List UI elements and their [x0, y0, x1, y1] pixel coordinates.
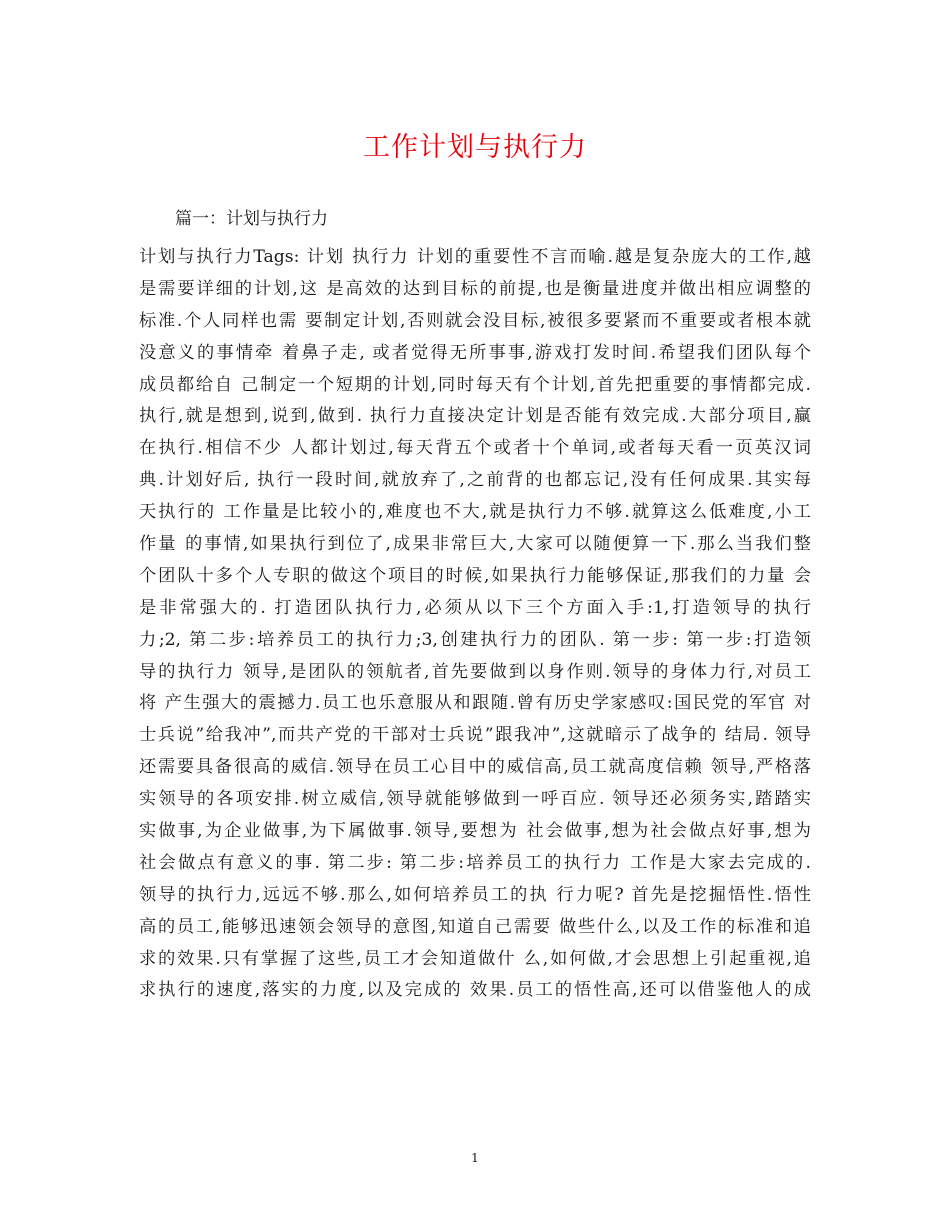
body-line: 没意义的事情牵 着鼻子走, 或者觉得无所事事,游戏打发时间.希望我们团队每个: [139, 342, 811, 363]
body-line: 高的员工,能够迅速领会领导的意图,知道自己需要 做些什么,以及工作的标准和追: [139, 916, 811, 937]
body-line: 领导的执行力,远远不够.那么,如何培养员工的执 行力呢? 首先是挖掘悟性.悟性: [139, 884, 811, 905]
body-line: 典.计划好后, 执行一段时间,就放弃了,之前背的也都忘记,没有任何成果.其实每: [139, 470, 811, 491]
body-line: 士兵说”给我冲”,而共产党的干部对士兵说”跟我冲”,这就暗示了战争的 结局. 领导: [139, 725, 811, 746]
body-line: 在执行.相信不少 人都计划过,每天背五个或者十个单词,或者每天看一页英汉词: [139, 438, 811, 459]
body-line: 作量 的事情,如果执行到位了,成果非常巨大,大家可以随便算一下.那么当我们整: [139, 534, 811, 555]
body-line: 是非常强大的. 打造团队执行力,必须从以下三个方面入手:1,打造领导的执行: [139, 597, 811, 618]
body-line: 是需要详细的计划,这 是高效的达到目标的前提,也是衡量进度并做出相应调整的: [139, 278, 811, 299]
section-heading: 篇一：计划与执行力: [175, 209, 328, 229]
body-line: 天执行的 工作量是比较小的,难度也不大,就是执行力不够.就算这么低难度,小工: [139, 502, 811, 523]
body-line: 求执行的速度,落实的力度,以及完成的 效果.员工的悟性高,还可以借鉴他人的成: [139, 980, 811, 1001]
body-line: 执行,就是想到,说到,做到. 执行力直接决定计划是否能有效完成.大部分项目,赢: [139, 406, 811, 427]
document-title: 工作计划与执行力: [363, 132, 587, 163]
body-line: 实领导的各项安排.树立威信,领导就能够做到一呼百应. 领导还必须务实,踏踏实: [139, 789, 811, 810]
body-line: 个团队十多个人专职的做这个项目的时候,如果执行力能够保证,那我们的力量 会: [139, 565, 811, 586]
body-line: 求的效果.只有掌握了这些,员工才会知道做什 么,如何做,才会思想上引起重视,追: [139, 948, 811, 969]
body-line: 还需要具备很高的威信.领导在员工心目中的威信高,员工就高度信赖 领导,严格落: [139, 757, 811, 778]
body-line: 标准.个人同样也需 要制定计划,否则就会没目标,被很多要紧而不重要或者根本就: [139, 310, 811, 331]
body-line: 将 产生强大的震撼力.员工也乐意服从和跟随.曾有历史学家感叹:国民党的军官 对: [139, 693, 811, 714]
page-number: 1: [471, 1151, 479, 1165]
body-line: 成员都给自 己制定一个短期的计划,同时每天有个计划,首先把重要的事情都完成.: [139, 374, 811, 395]
body-line: 计划与执行力Tags: 计划 执行力 计划的重要性不言而喻.越是复杂庞大的工作,越: [139, 247, 811, 267]
body-line: 力;2, 第二步:培养员工的执行力;3,创建执行力的团队. 第一步: 第一步:打造领: [139, 629, 811, 650]
body-line: 实做事,为企业做事,为下属做事.领导,要想为 社会做事,想为社会做点好事,想为: [139, 821, 811, 842]
body-line: 社会做点有意义的事. 第二步: 第二步:培养员工的执行力 工作是大家去完成的.: [139, 852, 811, 873]
body-text: [139, 242, 811, 1007]
body-line: 导的执行力 领导,是团队的领航者,首先要做到以身作则.领导的身体力行,对员工: [139, 661, 811, 682]
